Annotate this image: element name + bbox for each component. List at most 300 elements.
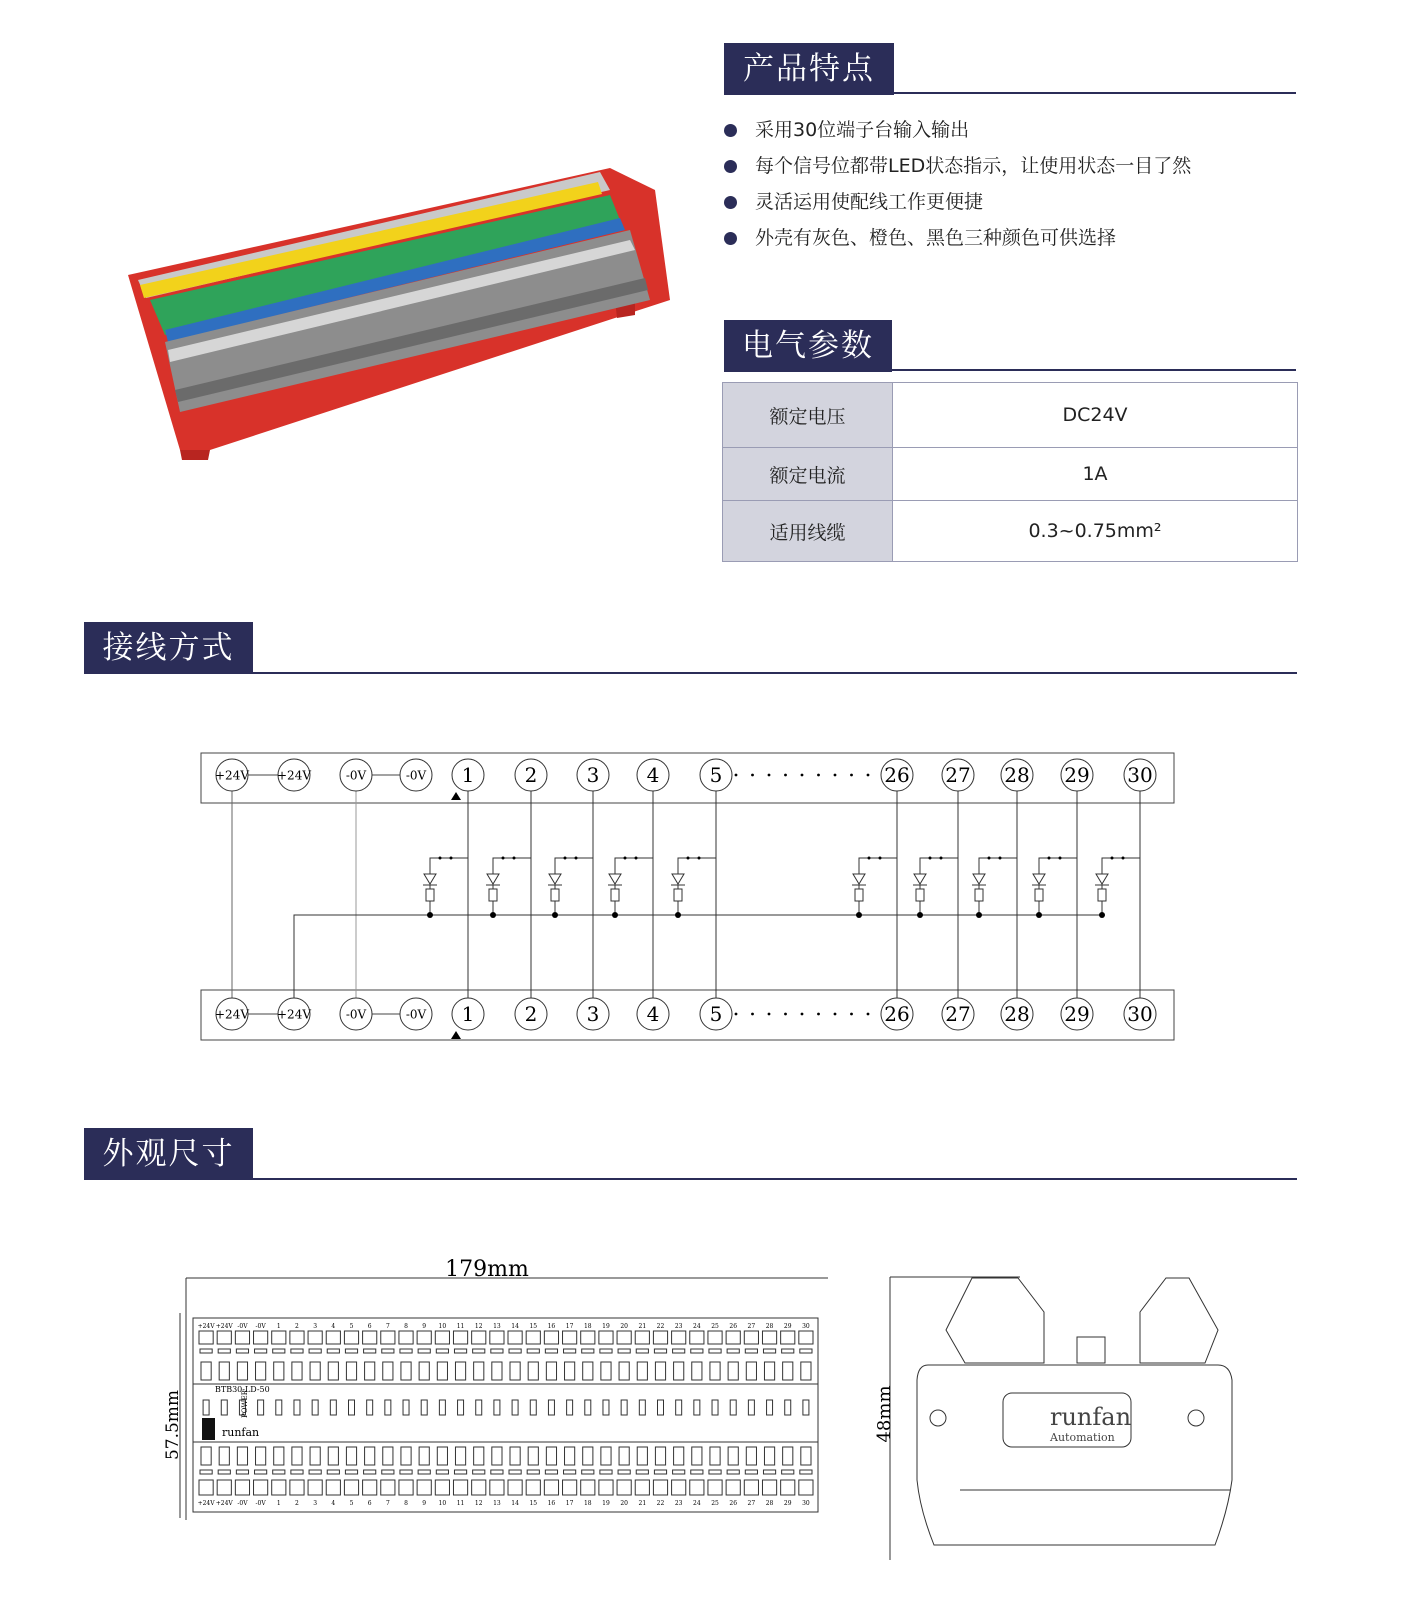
logo-small: runfan [222, 1426, 260, 1439]
wire-entry [274, 1362, 284, 1380]
slot [782, 1470, 794, 1474]
wire-entry [383, 1447, 393, 1465]
wire-entry [328, 1362, 338, 1380]
wire-entry [455, 1362, 465, 1380]
screw-box [217, 1480, 231, 1495]
led-icon [1096, 874, 1108, 884]
terminal-label: 28 [765, 1323, 774, 1330]
terminal-label: 19 [602, 1323, 610, 1330]
ellipsis-dot [817, 774, 820, 777]
terminal-label: 30 [1127, 1002, 1153, 1027]
terminal-label: -0V [237, 1500, 248, 1507]
ellipsis-dot [768, 1013, 771, 1016]
slot [236, 1470, 248, 1474]
screw-box [417, 1480, 431, 1495]
wire-entry [728, 1362, 738, 1380]
dimension-drawing [0, 1240, 1409, 1600]
slot [673, 1349, 685, 1353]
led-box [276, 1400, 282, 1415]
dot [450, 857, 453, 860]
junction-dot [427, 912, 433, 918]
features-list [724, 112, 1191, 256]
resistor-icon [1098, 889, 1106, 901]
terminal-label: 26 [729, 1500, 738, 1507]
led-box [694, 1400, 700, 1415]
led-box [567, 1400, 573, 1415]
wiring-diagram [0, 700, 1409, 1060]
wire-entry [256, 1362, 266, 1380]
wire-entry [455, 1447, 465, 1465]
slot [727, 1470, 739, 1474]
led-box [294, 1400, 300, 1415]
slot [800, 1349, 812, 1353]
wire-entry [237, 1447, 247, 1465]
led-box [585, 1400, 591, 1415]
wire-entry [565, 1362, 575, 1380]
terminal-label: -0V [237, 1323, 248, 1330]
terminal-label: +24V [277, 768, 311, 783]
slot [418, 1470, 430, 1474]
resistor-icon [489, 889, 497, 901]
wire-entry [219, 1447, 229, 1465]
screw-box [581, 1480, 595, 1495]
terminal-label: 2 [295, 1500, 299, 1507]
terminal-label: 4 [646, 1002, 660, 1027]
features-divider [724, 92, 1296, 94]
screw-box [344, 1480, 358, 1495]
led-box [330, 1400, 336, 1415]
electrical-params-table [722, 382, 1298, 562]
terminal-label: -0V [255, 1500, 266, 1507]
wire-entry [710, 1447, 720, 1465]
terminal-label: 27 [945, 1002, 971, 1027]
param-label: 额定电压 [723, 383, 893, 448]
terminal-label: 11 [456, 1323, 465, 1330]
terminal-label: 1 [461, 1002, 475, 1027]
wire-entry [346, 1362, 356, 1380]
dot [879, 857, 882, 860]
wire-entry [292, 1362, 302, 1380]
dot [624, 857, 627, 860]
slot [636, 1470, 648, 1474]
screw-box [472, 1331, 486, 1344]
junction-dot [675, 912, 681, 918]
terminal-label: 8 [404, 1500, 408, 1507]
wire-entry [510, 1362, 520, 1380]
slot [600, 1349, 612, 1353]
screw-box [290, 1480, 304, 1495]
terminal-label: 15 [529, 1323, 538, 1330]
slot [800, 1470, 812, 1474]
led-box [349, 1400, 355, 1415]
wire-entry [601, 1362, 611, 1380]
slot [382, 1349, 394, 1353]
terminal-label: -0V [345, 768, 367, 783]
terminal-label: 5 [709, 763, 723, 788]
screw-box [563, 1331, 577, 1344]
dot [1111, 857, 1114, 860]
wire-entry [510, 1447, 520, 1465]
slot [436, 1349, 448, 1353]
led-box [530, 1400, 536, 1415]
screw-box [690, 1331, 704, 1344]
wire-entry [292, 1447, 302, 1465]
feature-text: 每个信号位都带LED状态指示，让使用状态一目了然 [755, 155, 1192, 177]
wire-entry [528, 1447, 538, 1465]
terminal-label: 30 [1127, 763, 1153, 788]
terminal-label: +24V [197, 1500, 215, 1507]
slot [763, 1470, 775, 1474]
screw-box [308, 1331, 322, 1344]
param-label: 适用线缆 [723, 501, 893, 562]
terminal-label: 10 [438, 1500, 447, 1507]
feature-item [724, 220, 1191, 256]
feature-item [724, 148, 1191, 184]
slot [618, 1470, 630, 1474]
wire-entry [219, 1362, 229, 1380]
terminal-label: 2 [524, 1002, 538, 1027]
led-box [439, 1400, 445, 1415]
bullet-icon [724, 124, 737, 137]
junction-dot [612, 912, 618, 918]
terminal-label: 18 [583, 1323, 592, 1330]
wire-entry [764, 1447, 774, 1465]
param-value: 0.3~0.75mm² [893, 501, 1298, 562]
screw-box [799, 1480, 813, 1495]
screw-box [544, 1480, 558, 1495]
wire-entry [565, 1447, 575, 1465]
slot [436, 1470, 448, 1474]
terminal-label: 29 [1064, 763, 1090, 788]
terminal-label: -0V [405, 768, 427, 783]
slot [763, 1349, 775, 1353]
led-box [639, 1400, 645, 1415]
led-box [512, 1400, 518, 1415]
terminal-label: 10 [438, 1323, 447, 1330]
led-box [748, 1400, 754, 1415]
led-box [803, 1400, 809, 1415]
wire-entry [746, 1447, 756, 1465]
led-box [676, 1400, 682, 1415]
junction-dot [552, 912, 558, 918]
slot [600, 1470, 612, 1474]
terminal-label: 29 [783, 1500, 792, 1507]
terminal-label: 23 [674, 1323, 683, 1330]
terminal-label: 24 [693, 1323, 701, 1330]
slot [400, 1470, 412, 1474]
slot [327, 1470, 339, 1474]
terminal-label: 4 [331, 1500, 336, 1507]
screw-box [417, 1331, 431, 1344]
screw-box [726, 1331, 740, 1344]
width-dimension-label: 179mm [445, 1257, 529, 1282]
screw-box [308, 1480, 322, 1495]
ellipsis-dot [768, 774, 771, 777]
dot [439, 857, 442, 860]
terminal-label: 7 [385, 1500, 390, 1507]
screw-box [653, 1331, 667, 1344]
screw-box [726, 1480, 740, 1495]
wire-entry [419, 1447, 429, 1465]
terminal-label: 16 [547, 1323, 556, 1330]
wire-entry [655, 1362, 665, 1380]
dot [687, 857, 690, 860]
terminal-label: 29 [783, 1323, 792, 1330]
terminal-label: 12 [474, 1323, 483, 1330]
dot [502, 857, 505, 860]
dot [999, 857, 1002, 860]
terminal-label: +24V [277, 1007, 311, 1022]
led-icon [487, 874, 499, 884]
led-box [767, 1400, 773, 1415]
terminal-label: 17 [565, 1323, 574, 1330]
slot [345, 1470, 357, 1474]
led-icon [609, 874, 621, 884]
terminal-label: 24 [693, 1500, 701, 1507]
terminal-label: 9 [422, 1323, 427, 1330]
slot [709, 1470, 721, 1474]
led-icon [424, 874, 436, 884]
screw-box [272, 1480, 286, 1495]
slot [200, 1470, 212, 1474]
terminal-label: 1 [276, 1500, 281, 1507]
screw-box [599, 1480, 613, 1495]
wire-entry [674, 1447, 684, 1465]
bullet-icon [724, 160, 737, 173]
electrical-heading: 电气参数 [724, 320, 892, 372]
resistor-icon [855, 889, 863, 901]
dot [564, 857, 567, 860]
screw-box [399, 1331, 413, 1344]
terminal-label: 14 [511, 1500, 519, 1507]
terminal-label: 12 [474, 1500, 483, 1507]
led-box [221, 1400, 227, 1415]
screw-box [563, 1480, 577, 1495]
screw-box [363, 1331, 377, 1344]
param-value: 1A [893, 448, 1298, 501]
led-icon [672, 874, 684, 884]
slot [527, 1349, 539, 1353]
screw-box [326, 1331, 340, 1344]
terminal-label: 30 [802, 1323, 810, 1330]
terminal-label: 28 [1004, 763, 1030, 788]
terminal-label: 1 [461, 763, 475, 788]
bullet-icon [724, 232, 737, 245]
ellipsis-dot [784, 774, 787, 777]
slot [273, 1349, 285, 1353]
slot [218, 1470, 230, 1474]
resistor-icon [916, 889, 924, 901]
terminal-label: 27 [747, 1323, 756, 1330]
screw-box [490, 1480, 504, 1495]
terminal-label: 7 [385, 1323, 390, 1330]
screw-box [653, 1480, 667, 1495]
slot [454, 1470, 466, 1474]
wire-entry [383, 1362, 393, 1380]
terminal-label: 14 [511, 1323, 519, 1330]
ellipsis-dot [751, 1013, 754, 1016]
led-box [658, 1400, 664, 1415]
dot [868, 857, 871, 860]
led-branch [615, 858, 653, 915]
ellipsis-dot [735, 774, 738, 777]
terminal-label: -0V [405, 1007, 427, 1022]
ellipsis-dot [867, 774, 870, 777]
led-branch [859, 858, 897, 915]
wire-entry [746, 1362, 756, 1380]
terminal-label: 30 [802, 1500, 810, 1507]
screw-box [508, 1331, 522, 1344]
led-branch [555, 858, 593, 915]
feature-item [724, 112, 1191, 148]
terminal-label: 20 [620, 1500, 628, 1507]
terminal-label: 3 [586, 1002, 600, 1027]
wire-entry [601, 1447, 611, 1465]
slot [745, 1470, 757, 1474]
terminal-label: 2 [524, 763, 538, 788]
slot [654, 1349, 666, 1353]
screw-box [453, 1480, 467, 1495]
terminal-label: 28 [765, 1500, 774, 1507]
wire-entry [637, 1447, 647, 1465]
led-box [494, 1400, 500, 1415]
wire-entry [655, 1447, 665, 1465]
resistor-icon [1035, 889, 1043, 901]
screw-box [617, 1480, 631, 1495]
screw-box [526, 1480, 540, 1495]
wire-entry [674, 1362, 684, 1380]
dot [988, 857, 991, 860]
screw-box [490, 1331, 504, 1344]
slot [691, 1349, 703, 1353]
wire-entry [365, 1362, 375, 1380]
feature-text: 外壳有灰色、橙色、黑色三种颜色可供选择 [755, 227, 1117, 249]
screw-box [363, 1480, 377, 1495]
screw-box [344, 1331, 358, 1344]
terminal-label: 9 [422, 1500, 427, 1507]
table-row [723, 501, 1298, 562]
led-box [385, 1400, 391, 1415]
wire-entry [365, 1447, 375, 1465]
slot [782, 1349, 794, 1353]
screw-box [544, 1331, 558, 1344]
slot [291, 1349, 303, 1353]
power-label: POWER [241, 1389, 249, 1418]
wire-entry [201, 1447, 211, 1465]
wire-entry [710, 1362, 720, 1380]
resistor-icon [611, 889, 619, 901]
ellipsis-dot [850, 774, 853, 777]
wire-entry [310, 1362, 320, 1380]
dot [698, 857, 701, 860]
table-row [723, 383, 1298, 448]
slot [364, 1470, 376, 1474]
wire-entry [492, 1447, 502, 1465]
led-icon [914, 874, 926, 884]
resistor-icon [551, 889, 559, 901]
led-box [548, 1400, 554, 1415]
terminal-label: 8 [404, 1323, 408, 1330]
terminal-label: 19 [602, 1500, 610, 1507]
screw-box [708, 1480, 722, 1495]
wire-entry [474, 1362, 484, 1380]
screw-box [435, 1480, 449, 1495]
wire-entry [583, 1362, 593, 1380]
param-value: DC24V [893, 383, 1298, 448]
slot [564, 1470, 576, 1474]
slot [582, 1349, 594, 1353]
terminal-label: 26 [884, 763, 910, 788]
ellipsis-dot [801, 774, 804, 777]
wire-entry [328, 1447, 338, 1465]
terminal-label: 22 [656, 1323, 665, 1330]
screw-box [781, 1480, 795, 1495]
screw-box [199, 1480, 213, 1495]
led-box [312, 1400, 318, 1415]
slot [745, 1349, 757, 1353]
slot [273, 1470, 285, 1474]
led-branch [430, 858, 468, 915]
terminal-label: 17 [565, 1500, 574, 1507]
slot [400, 1349, 412, 1353]
led-box [367, 1400, 373, 1415]
ellipsis-dot [834, 774, 837, 777]
junction-dot [1036, 912, 1042, 918]
wire-entry [528, 1362, 538, 1380]
slot [309, 1349, 321, 1353]
wire-entry [437, 1362, 447, 1380]
slot [364, 1349, 376, 1353]
screw-box [453, 1331, 467, 1344]
screw-box [235, 1480, 249, 1495]
terminal-label: 27 [747, 1500, 756, 1507]
slot [673, 1470, 685, 1474]
wire-entry [237, 1362, 247, 1380]
dimensions-divider [84, 1178, 1297, 1180]
terminal-label: +24V [215, 1500, 233, 1507]
wire-entry [401, 1362, 411, 1380]
led-box [476, 1400, 482, 1415]
terminal-label: 28 [1004, 1002, 1030, 1027]
wire-entry [692, 1362, 702, 1380]
slot [309, 1470, 321, 1474]
screw-box [635, 1480, 649, 1495]
table-row [723, 448, 1298, 501]
pin1-marker-icon [451, 1031, 461, 1039]
junction-dot [917, 912, 923, 918]
terminal-label: 25 [711, 1500, 719, 1507]
screw-box [508, 1480, 522, 1495]
terminal-label: 22 [656, 1500, 665, 1507]
led-branch [920, 858, 958, 915]
screw-box [399, 1480, 413, 1495]
screw-box [381, 1331, 395, 1344]
slot [454, 1349, 466, 1353]
terminal-label: 6 [367, 1500, 372, 1507]
wire-entry [783, 1447, 793, 1465]
ellipsis-dot [735, 1013, 738, 1016]
wire-entry [256, 1447, 266, 1465]
dot [1122, 857, 1125, 860]
ellipsis-dot [834, 1013, 837, 1016]
terminal-label: -0V [345, 1007, 367, 1022]
terminal-label: -0V [255, 1323, 266, 1330]
led-box [730, 1400, 736, 1415]
slot [709, 1349, 721, 1353]
terminal-label: 5 [709, 1002, 723, 1027]
led-branch [1102, 858, 1140, 915]
wiring-divider [84, 672, 1297, 674]
